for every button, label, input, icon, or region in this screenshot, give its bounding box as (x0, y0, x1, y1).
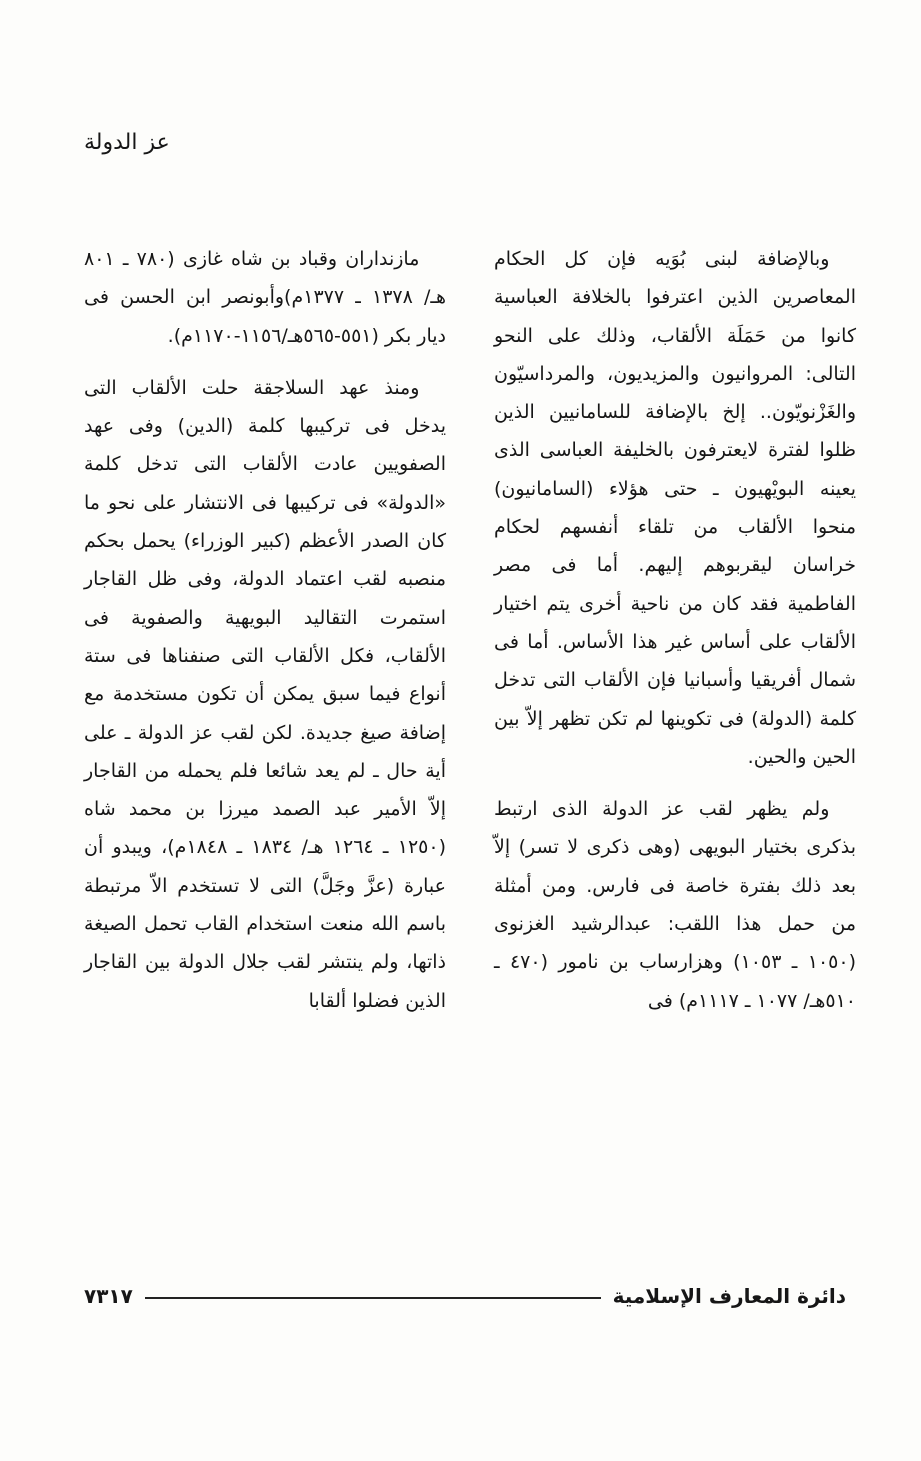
paragraph: وبالإضافة لبنى بُوَيه فإن كل الحكام المعاصرين الذين اعترفوا بالخلافة العباسية كانوا من حَمَلَة الألقاب، وذلك على النحو التالى: المروانيون والمزيديون، والمرداسيّون والغَزْنويّون.. إلخ بالإضافة للسامانيين الذين ظلوا لفترة لايعترفون بالخليفة العباسى الذى يعينه البويْهيون ـ حتى هؤلاء (السامانيون) منحوا الألقاب من تلقاء أنفسهم لحكام خراسان ليقربوهم إليهم. أما فى مصر الفاطمية فقد كان من ناحية أخرى يتم اختيار الألقاب على أساس غير هذا الأساس. أما فى شمال أفريقيا وأسبانيا فإن الألقاب التى تدخل كلمة (الدولة) فى تكوينها لم تكن تظهر إلاّ بين الحين والحين. (494, 248, 856, 768)
footer-rule (145, 1297, 601, 1299)
paragraph: ومنذ عهد السلاجقة حلت الألقاب التى يدخل فى تركيبها كلمة (الدين) وفى عهد الصفويين عادت الألقاب التى تدخل كلمة «الدولة» فى تركيبها فى الانتشار على نحو ما كان الصدر الأعظم (كبير الوزراء) يحمل بحكم منصبه لقب اعتماد الدولة، وفى ظل القاجار استمرت التقاليد البويهية والصفوية فى الألقاب، فكل الألقاب التى صنفناها فى ستة أنواع فيما سبق يمكن أن تكون مستخدمة مع إضافة صيغ جديدة. لكن لقب عز الدولة ـ على أية حال ـ لم يعد شائعا فلم يحمله من القاجار إلاّ الأمير عبد الصمد ميرزا بن محمد شاه (١٢٥٠ ـ ١٢٦٤ هـ/ ١٨٣٤ ـ ١٨٤٨م)، ويبدو أن عبارة (عزَّ وجَلَّ) التى لا تستخدم الاّ مرتبطة باسم الله منعت استخدام القاب تحمل الصيغة ذاتها، ولم ينتشر لقب جلال الدولة بين القاجار الذين فضلوا ألقابا (84, 376, 446, 1012)
encyclopedia-title: دائرة المعارف الإسلامية (612, 1284, 846, 1308)
paragraph: مازنداران وقباد بن شاه غازى (٧٨٠ ـ ٨٠١ هـ/ ١٣٧٨ ـ ١٣٧٧م)وأبونصر ابن الحسن فى ديار بكر (٥٥١-٥٦٥هـ/١١٥٦-١١٧٠م). (84, 248, 446, 347)
text-column-left (84, 240, 446, 1020)
paragraph: ولم يظهر لقب عز الدولة الذى ارتبط بذكرى بختيار البويهى (وهى ذكرى لا تسر) إلاّ بعد ذلك بفترة خاصة فى فارس. ومن أمثلة من حمل هذا اللقب: عبدالرشيد الغزنوى (١٠٥٠ ـ ١٠٥٣) وهزارساب بن نامور (٤٧٠ ـ ٥١٠هـ/ ١٠٧٧ ـ ١١١٧م) فى (494, 798, 856, 1012)
page-number: ٧٣١٧ (84, 1284, 133, 1308)
page-footer (84, 1281, 846, 1311)
running-head-title: عز الدولة (84, 130, 170, 155)
text-column-right (494, 240, 856, 1020)
